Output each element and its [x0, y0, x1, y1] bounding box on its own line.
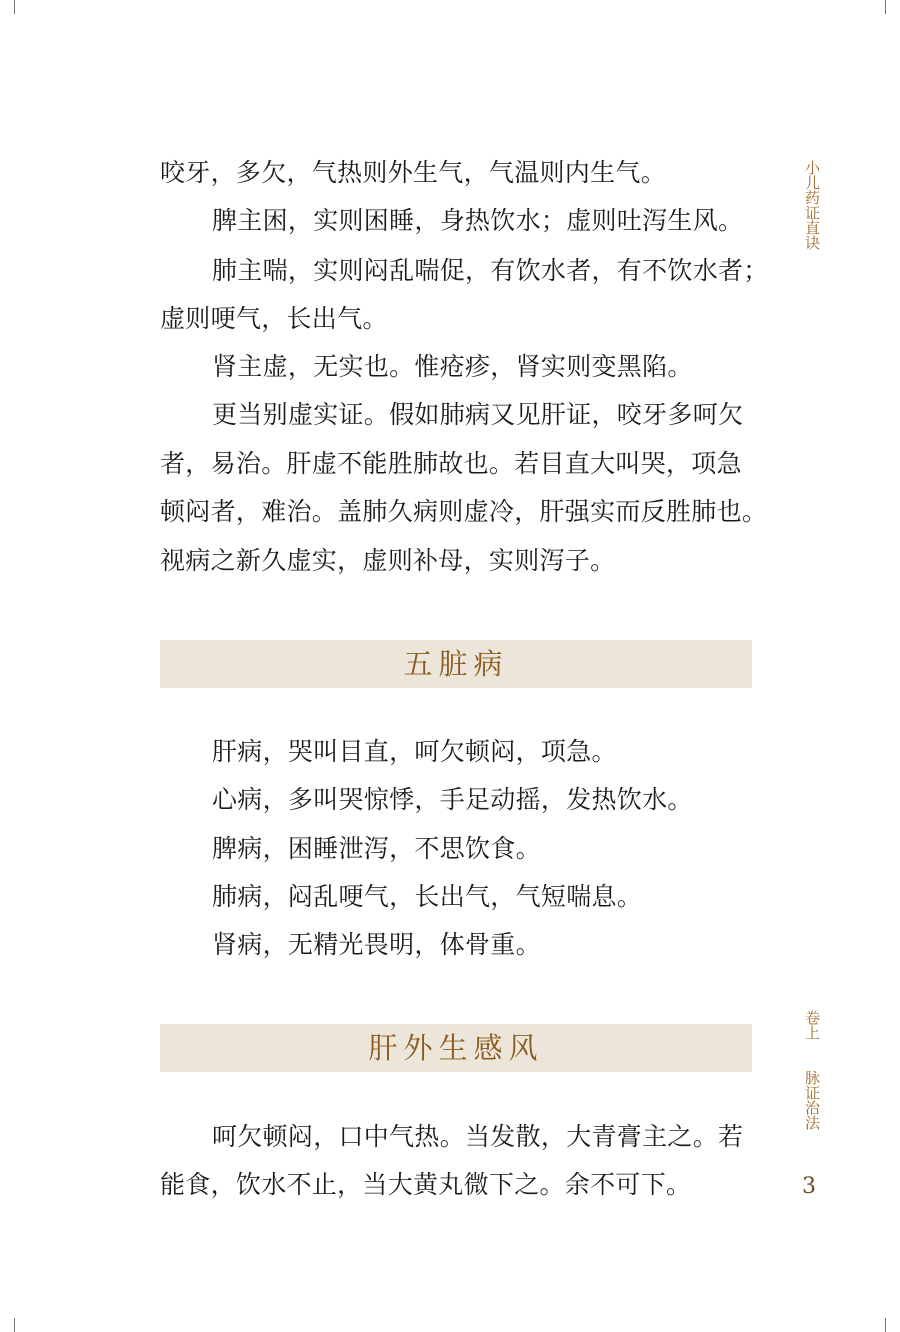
- text-line: 呵欠顿闷，口中气热。当发散，大青膏主之。若: [212, 1122, 744, 1151]
- running-volume: 卷上: [803, 1010, 821, 1040]
- section-heading-wuzang: 五脏病: [160, 640, 752, 688]
- crop-mark-bottom-left: [0, 1318, 15, 1332]
- text-line: 能食，饮水不止，当大黄丸微下之。余不可下。: [160, 1170, 692, 1199]
- text-line: 肾病，无精光畏明，体骨重。: [212, 930, 541, 959]
- text-line: 顿闷者，难治。盖肺久病则虚冷，肝强实而反胜肺也。: [160, 497, 768, 526]
- text-line: 肾主虚，无实也。惟疮疹，肾实则变黑陷。: [212, 352, 693, 381]
- text-line: 更当别虚实证。假如肺病又见肝证，咬牙多呵欠: [212, 400, 744, 429]
- text-line: 者，易治。肝虚不能胜肺故也。若目直大叫哭，项急: [160, 449, 742, 478]
- text-line: 脾主困，实则困睡，身热饮水；虚则吐泻生风。: [212, 206, 744, 235]
- text-line: 心病，多叫哭惊悸，手足动摇，发热饮水。: [212, 785, 693, 814]
- text-line: 肺病，闷乱哽气，长出气，气短喘息。: [212, 882, 643, 911]
- crop-mark-top-right: [885, 0, 900, 14]
- running-section: 脉证治法: [803, 1070, 821, 1130]
- text-line: 虚则哽气，长出气。: [160, 304, 388, 333]
- text-line: 咬牙，多欠，气热则外生气，气温则内生气。: [160, 158, 667, 187]
- crop-mark-bottom-right: [885, 1318, 900, 1332]
- text-line: 肺主喘，实则闷乱喘促，有饮水者，有不饮水者；: [212, 256, 769, 285]
- crop-mark-top-left: [0, 0, 15, 14]
- text-line: 脾病，困睡泄泻，不思饮食。: [212, 834, 541, 863]
- section-heading-ganwai: 肝外生感风: [160, 1024, 752, 1072]
- text-line: 肝病，哭叫目直，呵欠顿闷，项急。: [212, 737, 617, 766]
- text-line: 视病之新久虚实，虚则补母，实则泻子。: [160, 546, 616, 575]
- running-book-title: 小儿药证直诀: [803, 160, 821, 250]
- page-number: 3: [802, 1174, 816, 1199]
